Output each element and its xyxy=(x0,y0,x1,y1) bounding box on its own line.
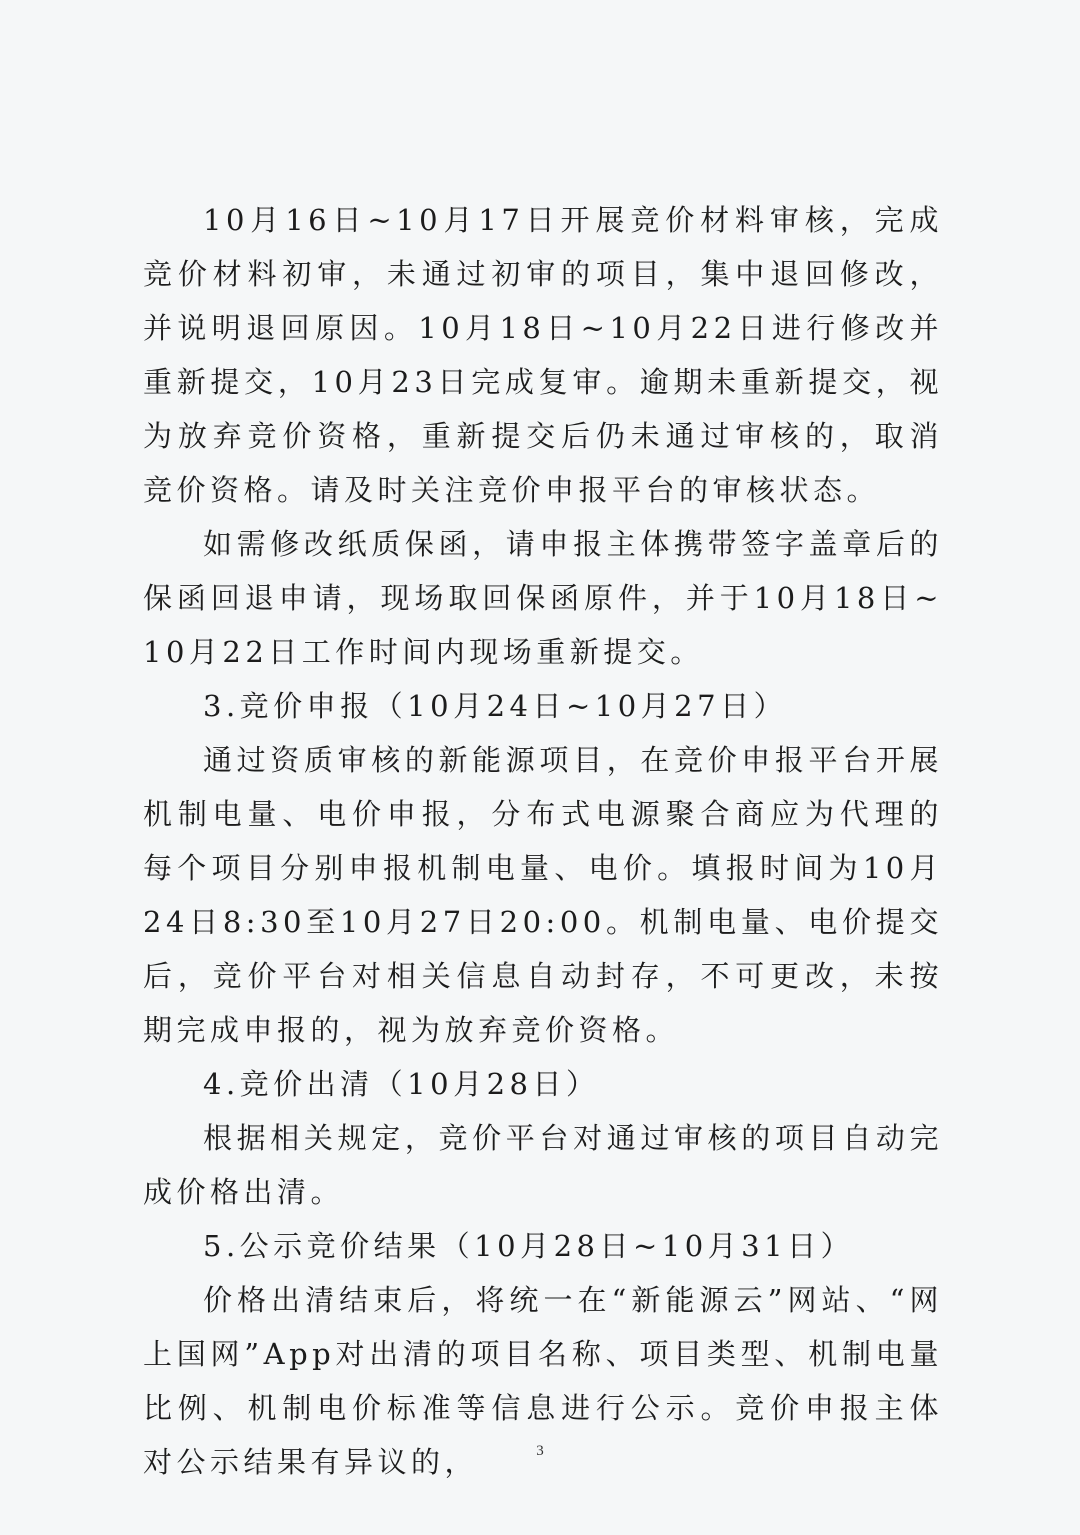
heading-result-publication: 5.公示竞价结果（10月28日~10月31日） xyxy=(203,1229,855,1263)
heading-bid-clearing: 4.竞价出清（10月28日） xyxy=(203,1067,600,1101)
paragraph-review-schedule: 10月16日~10月17日开展竞价材料审核，完成竞价材料初审，未通过初审的项目，集中退回修改，并说明退回原因。10月18日~10月22日进行修改并重新提交，10月23日完成复审。逾期未重新提交，视为放弃竞价资格，重新提交后仍未通过审核的，取消竞价资格。请及时关注竞价申报平台的审核状态。 xyxy=(143,203,943,507)
page-number: 3 xyxy=(536,1443,544,1459)
paragraph-guarantee-modification: 如需修改纸质保函，请申报主体携带签字盖章后的保函回退申请，现场取回保函原件，并于10月18日~10月22日工作时间内现场重新提交。 xyxy=(143,527,943,669)
paragraph-result-publication: 价格出清结束后，将统一在“新能源云”网站、“网上国网”App对出清的项目名称、项目类型、机制电量比例、机制电价标准等信息进行公示。竞价申报主体对公示结果有异议的， xyxy=(143,1283,943,1479)
paragraph-bid-clearing: 根据相关规定，竞价平台对通过审核的项目自动完成价格出清。 xyxy=(143,1121,943,1209)
paragraph-bid-declaration: 通过资质审核的新能源项目，在竞价申报平台开展机制电量、电价申报，分布式电源聚合商应为代理的每个项目分别申报机制电量、电价。填报时间为10月24日8:30至10月27日20:00。机制电量、电价提交后，竞价平台对相关信息自动封存，不可更改，未按期完成申报的，视为放弃竞价资格。 xyxy=(143,743,943,1047)
document-body xyxy=(143,193,943,1489)
heading-bid-declaration: 3.竞价申报（10月24日~10月27日） xyxy=(203,689,788,723)
